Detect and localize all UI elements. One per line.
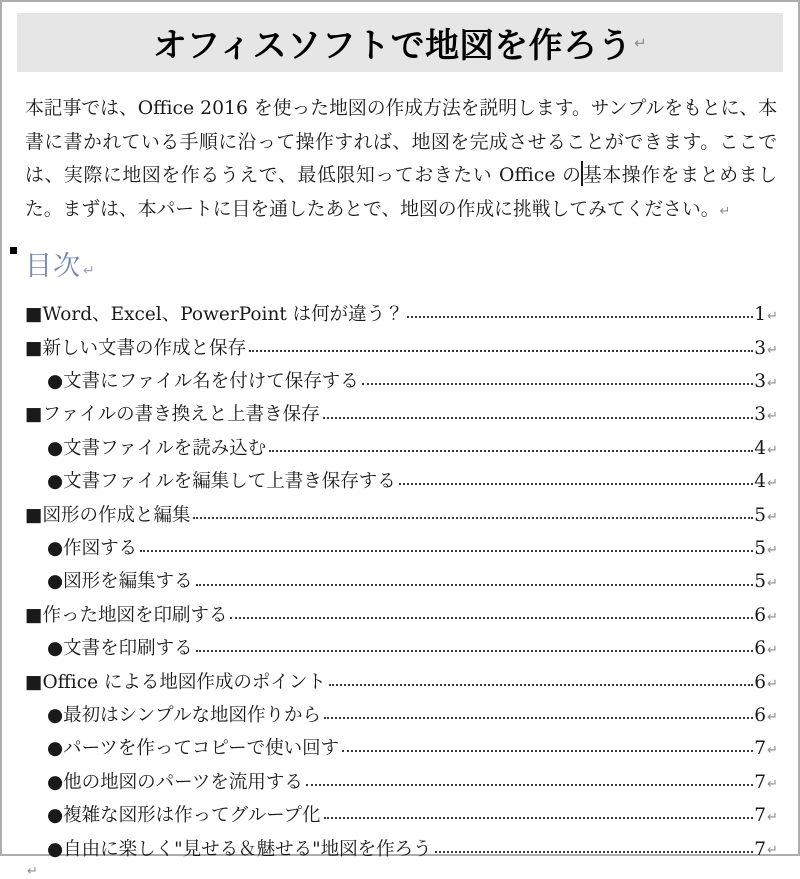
toc-entry[interactable] — [25, 360, 777, 393]
toc-entry-label: ■図形の作成と編集 — [25, 504, 191, 526]
toc-page-number: 1 — [754, 304, 766, 326]
toc-entry-label: ●最初はシンプルな地図作りから — [47, 704, 321, 726]
toc-page-number: 5 — [754, 571, 766, 593]
paragraph-mark-icon: ↵ — [767, 342, 778, 358]
toc-leader-dots — [306, 784, 753, 786]
toc-page-number: 4 — [754, 437, 766, 459]
toc-page-number: 5 — [754, 504, 766, 526]
toc-page-number: 6 — [754, 604, 766, 626]
toc-leader-dots — [342, 750, 753, 752]
page-title: オフィスソフトで地図を作ろう — [152, 26, 633, 66]
toc-entry[interactable] — [25, 594, 777, 627]
toc-leader-dots — [196, 650, 754, 652]
paragraph-mark-icon: ↵ — [767, 509, 778, 525]
toc-leader-dots — [140, 550, 753, 552]
paragraph-mark-icon: ↵ — [767, 709, 778, 725]
toc-leader-dots — [323, 417, 754, 419]
paragraph-mark-icon: ↵ — [767, 643, 778, 659]
toc-entry[interactable] — [25, 827, 777, 860]
paragraph-mark-icon: ↵ — [767, 776, 778, 792]
toc-page-number: 3 — [754, 404, 766, 426]
paragraph-mark-icon: ↵ — [83, 263, 95, 279]
intro-text-after-caret: 基本操作をまとめました。まずは、本パートに目を通したあとで、地図の作成に挑戦してみてください。 — [25, 165, 778, 220]
toc-page-number: 6 — [754, 704, 766, 726]
toc-page-number: 7 — [754, 805, 766, 827]
toc-leader-dots — [230, 617, 753, 619]
toc-entry[interactable] — [25, 727, 777, 760]
toc-entry-label: ●図形を編集する — [47, 571, 193, 593]
toc-leader-dots — [329, 684, 753, 686]
toc-page-number: 6 — [754, 671, 766, 693]
toc-page-number: 4 — [754, 471, 766, 493]
toc-entry[interactable] — [25, 794, 777, 827]
paragraph-mark-icon: ↵ — [767, 409, 778, 425]
toc-entry-label: ■ファイルの書き換えと上書き保存 — [25, 404, 320, 426]
paragraph-mark-icon: ↵ — [767, 309, 778, 325]
paragraph-mark-icon: ↵ — [767, 810, 778, 826]
toc-entry[interactable] — [25, 560, 777, 593]
toc-entry[interactable] — [25, 527, 777, 560]
toc-entry-label: ●文書にファイル名を付けて保存する — [47, 371, 359, 393]
toc-entry[interactable] — [25, 427, 777, 460]
paragraph-mark-icon: ↵ — [767, 676, 778, 692]
toc-leader-dots — [435, 851, 754, 853]
toc-entry[interactable] — [25, 293, 777, 326]
paragraph-mark-icon: ↵ — [27, 863, 38, 879]
toc-heading: 目次 — [25, 250, 81, 282]
toc-entry-label: ●文書を印刷する — [47, 638, 193, 660]
toc-entry-label: ●パーツを作ってコピーで使い回す — [47, 738, 340, 760]
toc-entry[interactable] — [25, 660, 777, 693]
toc-entry-label: ●自由に楽しく"見せる＆魅せる"地図を作ろう — [47, 838, 432, 860]
toc-entry-label: ■新しい文書の作成と保存 — [25, 337, 246, 359]
toc-entry[interactable] — [25, 326, 777, 359]
toc-page-number: 5 — [754, 538, 766, 559]
toc-entry-label: ●文書ファイルを編集して上書き保存する — [47, 471, 396, 493]
table-of-contents — [25, 293, 777, 861]
toc-leader-dots — [407, 316, 754, 318]
toc-page-number: 7 — [754, 771, 766, 793]
outline-marker-icon — [10, 247, 17, 254]
toc-leader-dots — [399, 483, 753, 485]
toc-entry-label: ■Word、Excel、PowerPoint は何が違う？ — [25, 304, 404, 326]
toc-entry-label: ■Office による地図作成のポイント — [25, 671, 326, 693]
toc-leader-dots — [324, 817, 754, 819]
toc-entry[interactable] — [25, 393, 777, 426]
paragraph-mark-icon: ↵ — [634, 33, 648, 52]
paragraph-mark-icon: ↵ — [767, 843, 778, 859]
toc-page-number: 7 — [754, 738, 766, 760]
toc-entry-label: ●作図する — [47, 538, 138, 559]
toc-entry-label: ●複雑な図形は作ってグループ化 — [47, 805, 321, 827]
toc-entry[interactable] — [25, 694, 777, 727]
paragraph-mark-icon: ↵ — [719, 203, 731, 219]
toc-leader-dots — [249, 350, 753, 352]
intro-paragraph[interactable] — [25, 92, 777, 228]
toc-page-number: 3 — [754, 371, 766, 393]
toc-entry-label: ●他の地図のパーツを流用する — [47, 771, 303, 793]
toc-page-number: 3 — [754, 337, 766, 359]
paragraph-mark-icon: ↵ — [767, 542, 778, 558]
toc-page-number: 6 — [754, 638, 766, 660]
toc-entry[interactable] — [25, 627, 777, 660]
toc-entry[interactable] — [25, 460, 777, 493]
toc-entry-label: ■作った地図を印刷する — [25, 604, 228, 626]
toc-entry[interactable] — [25, 760, 777, 793]
toc-entry[interactable] — [25, 493, 777, 526]
toc-leader-dots — [193, 517, 753, 519]
paragraph-mark-icon: ↵ — [767, 476, 778, 492]
toc-leader-dots — [362, 383, 753, 385]
paragraph-mark-icon: ↵ — [767, 576, 778, 592]
paragraph-mark-icon: ↵ — [767, 442, 778, 458]
toc-heading-row — [25, 244, 777, 282]
toc-entry-label: ●文書ファイルを読み込む — [47, 437, 267, 459]
toc-leader-dots — [324, 717, 753, 719]
paragraph-mark-icon: ↵ — [767, 743, 778, 759]
document-title-band — [17, 13, 783, 72]
paragraph-mark-icon: ↵ — [767, 609, 778, 625]
toc-leader-dots — [196, 584, 754, 586]
paragraph-mark-icon: ↵ — [767, 375, 778, 391]
toc-leader-dots — [269, 450, 753, 452]
toc-page-number: 7 — [754, 838, 766, 860]
intro-text-before-caret: 本記事では、Office 2016 を使った地図の作成方法を説明します。サンプルをもとに、本書に書かれている手順に沿って操作すれば、地図を完成させることができます。ここでは、実際に地図を作るうえで、最低限知っておきたい Office の — [25, 98, 777, 186]
